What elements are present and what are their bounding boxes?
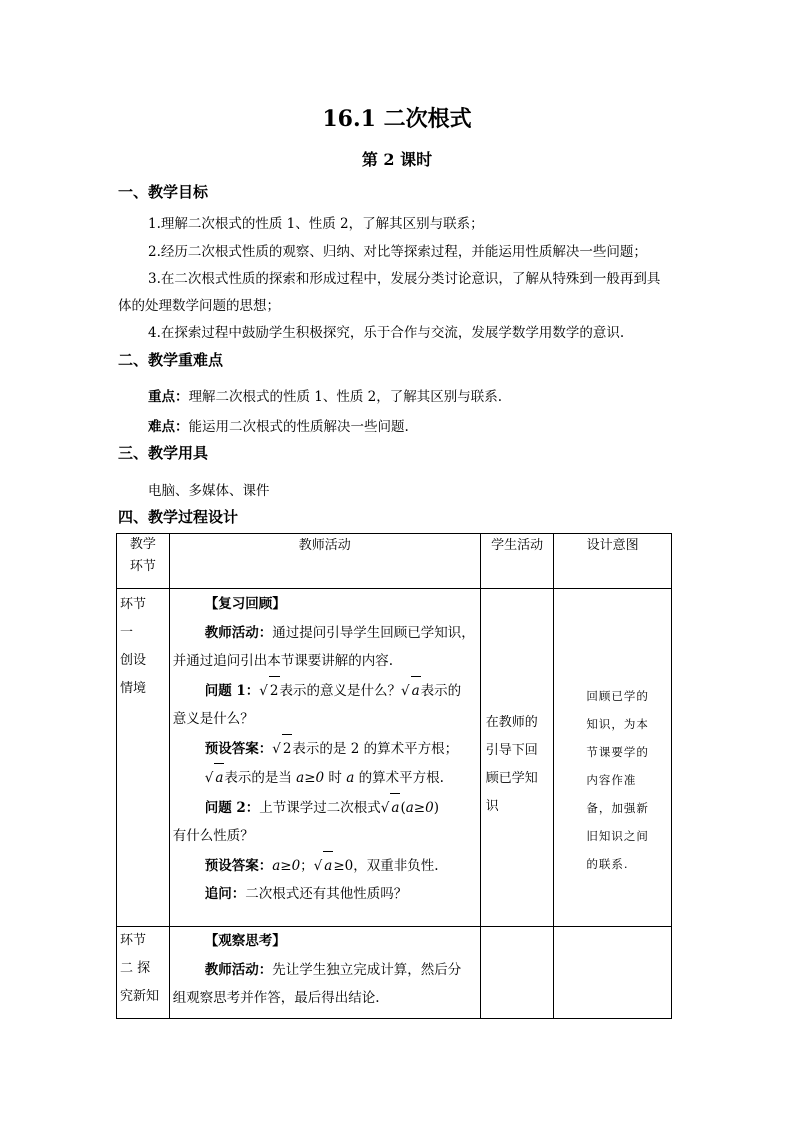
question-2-line2: 有什么性质？	[172, 828, 254, 844]
review-tag: 【复习回顾】	[204, 596, 286, 612]
answer-2-label: 预设答案：	[204, 857, 273, 874]
math-condition: a≥0	[272, 857, 301, 874]
row2-student-cell	[480, 927, 554, 1019]
teacher-activity-text: 先让学生独立完成计算，然后分	[272, 961, 462, 978]
design-intent-text: 回顾已学的知识，为本节课要学的内容作准备，加强新旧知识之间的联系.	[586, 689, 649, 871]
row1-section-line: 创设	[120, 653, 147, 668]
section-heading-objectives: 一、教学目标	[118, 183, 209, 201]
sqrt-symbol: √	[313, 857, 323, 874]
row1-teacher-cell	[169, 589, 480, 927]
sqrt-radicand: a	[323, 851, 333, 881]
section-heading-key-points: 二、教学重难点	[118, 351, 224, 369]
question-1	[173, 676, 476, 706]
row1-section-line: 一	[120, 625, 134, 640]
follow-up-label: 追问：	[204, 886, 246, 902]
observe-tag: 【观察思考】	[204, 933, 286, 949]
teacher-activity-line	[173, 619, 476, 648]
answer-1-text: 表示的是 2 的算术平方根；	[292, 740, 459, 757]
answer-1-label: 预设答案：	[204, 740, 273, 757]
sqrt-symbol: √	[401, 682, 410, 699]
answer-2-text: ≥0，双重非负性.	[333, 857, 439, 874]
difficult-point	[148, 415, 409, 435]
question-2-label: 问题 2：	[204, 799, 260, 816]
header-teacher: 教师活动	[169, 534, 480, 589]
answer-1-text3: 时	[328, 770, 342, 786]
objective-item-2: 2.经历二次根式性质的观察、归纳、对比等探索过程，并能运用性质解决一些问题；	[148, 244, 647, 260]
answer-1	[173, 734, 476, 764]
objective-item-4: 4.在探索过程中鼓励学生积极探究，乐于合作与交流，发展学数学用数学的意识.	[148, 325, 625, 341]
row1-intent-cell	[554, 589, 672, 927]
teacher-activity-line2: 并通过追问引出本节课要讲解的内容.	[172, 653, 393, 669]
sqrt-radicand: 2	[269, 676, 280, 706]
objective-item-3-cont: 体的处理数学问题的思想；	[118, 298, 280, 314]
key-point-label: 重点：	[148, 389, 189, 405]
lesson-plan-table	[116, 533, 672, 1019]
header-section	[117, 534, 170, 589]
teacher-activity-line	[173, 956, 476, 985]
follow-up-text: 二次根式还有其他性质吗？	[245, 886, 408, 902]
objective-item-3: 3.在二次根式性质的探索和形成过程中，发展分类讨论意识，了解从特殊到一般再到具	[148, 271, 661, 287]
sqrt-symbol: √	[380, 799, 390, 816]
table-header-row	[117, 534, 672, 589]
row2-section-cell	[117, 927, 170, 1019]
section-heading-tools: 三、教学用具	[118, 444, 209, 462]
row1-section-line: 环节	[120, 597, 147, 612]
teacher-activity-label: 教师活动：	[204, 961, 273, 978]
answer-1-text4: 的算术平方根.	[358, 770, 444, 786]
math-variable: a	[346, 770, 355, 786]
key-point-text: 理解二次根式的性质 1、性质 2，了解其区别与联系.	[188, 389, 503, 405]
answer-1-line2	[173, 763, 476, 793]
question-1-line2: 意义是什么？	[172, 711, 254, 727]
sqrt-radicand: a	[390, 793, 400, 823]
question-1-label: 问题 1：	[204, 682, 260, 699]
question-1-text: 表示的意义是什么？	[279, 682, 401, 699]
sqrt-symbol: √	[204, 770, 214, 786]
sqrt-symbol: √	[272, 740, 281, 757]
row2-intent-cell	[554, 927, 672, 1019]
document-title: 16.1 二次根式	[322, 106, 472, 132]
key-point	[148, 385, 502, 405]
section-heading-process: 四、教学过程设计	[118, 508, 239, 526]
row1-section-line: 情境	[120, 681, 147, 696]
sqrt-radicand: a	[214, 763, 224, 793]
math-condition: a≥0	[405, 799, 434, 816]
row2-teacher-cell	[169, 927, 480, 1019]
header-section-line1: 教学	[129, 537, 156, 552]
teacher-activity-line2: 组观察思考并作答，最后得出结论.	[172, 990, 380, 1006]
header-intent: 设计意图	[554, 534, 672, 589]
table-row	[117, 927, 672, 1019]
lesson-subtitle: 第 2 课时	[361, 150, 433, 169]
row1-section-cell	[117, 589, 170, 927]
close-paren: )	[433, 799, 439, 816]
follow-up-question	[173, 880, 476, 909]
math-condition: a≥0	[296, 770, 325, 786]
table-row	[117, 589, 672, 927]
sqrt-symbol: √	[259, 682, 268, 699]
teacher-activity-text: 通过提问引导学生回顾已学知识，	[272, 624, 475, 641]
question-1-text2: 表示的	[420, 682, 462, 699]
question-2	[173, 793, 476, 823]
sqrt-radicand: 2	[282, 734, 293, 764]
question-2-text: 上节课学过二次根式	[259, 799, 381, 816]
difficult-point-text: 能运用二次根式的性质解决一些问题.	[188, 419, 409, 435]
objective-item-1: 1.理解二次根式的性质 1、性质 2，了解其区别与联系；	[148, 216, 484, 232]
answer-2-sep: ；	[300, 857, 314, 874]
answer-1-text2: 表示的是当	[224, 770, 292, 786]
row2-section-line: 究新知	[120, 989, 160, 1004]
row2-section-line: 环节	[120, 933, 147, 948]
tools-text: 电脑、多媒体、课件	[148, 483, 270, 499]
answer-2	[173, 851, 476, 881]
row2-section-line: 二 探	[120, 961, 151, 976]
difficult-point-label: 难点：	[148, 419, 189, 435]
teacher-activity-label: 教师活动：	[204, 624, 273, 641]
open-paren: (	[400, 799, 406, 816]
student-activity-text: 在教师的引导下回顾已学知识	[485, 715, 538, 814]
header-section-line2: 环节	[129, 559, 156, 574]
sqrt-radicand: a	[411, 676, 421, 706]
header-student: 学生活动	[480, 534, 554, 589]
row1-student-cell	[480, 589, 554, 927]
